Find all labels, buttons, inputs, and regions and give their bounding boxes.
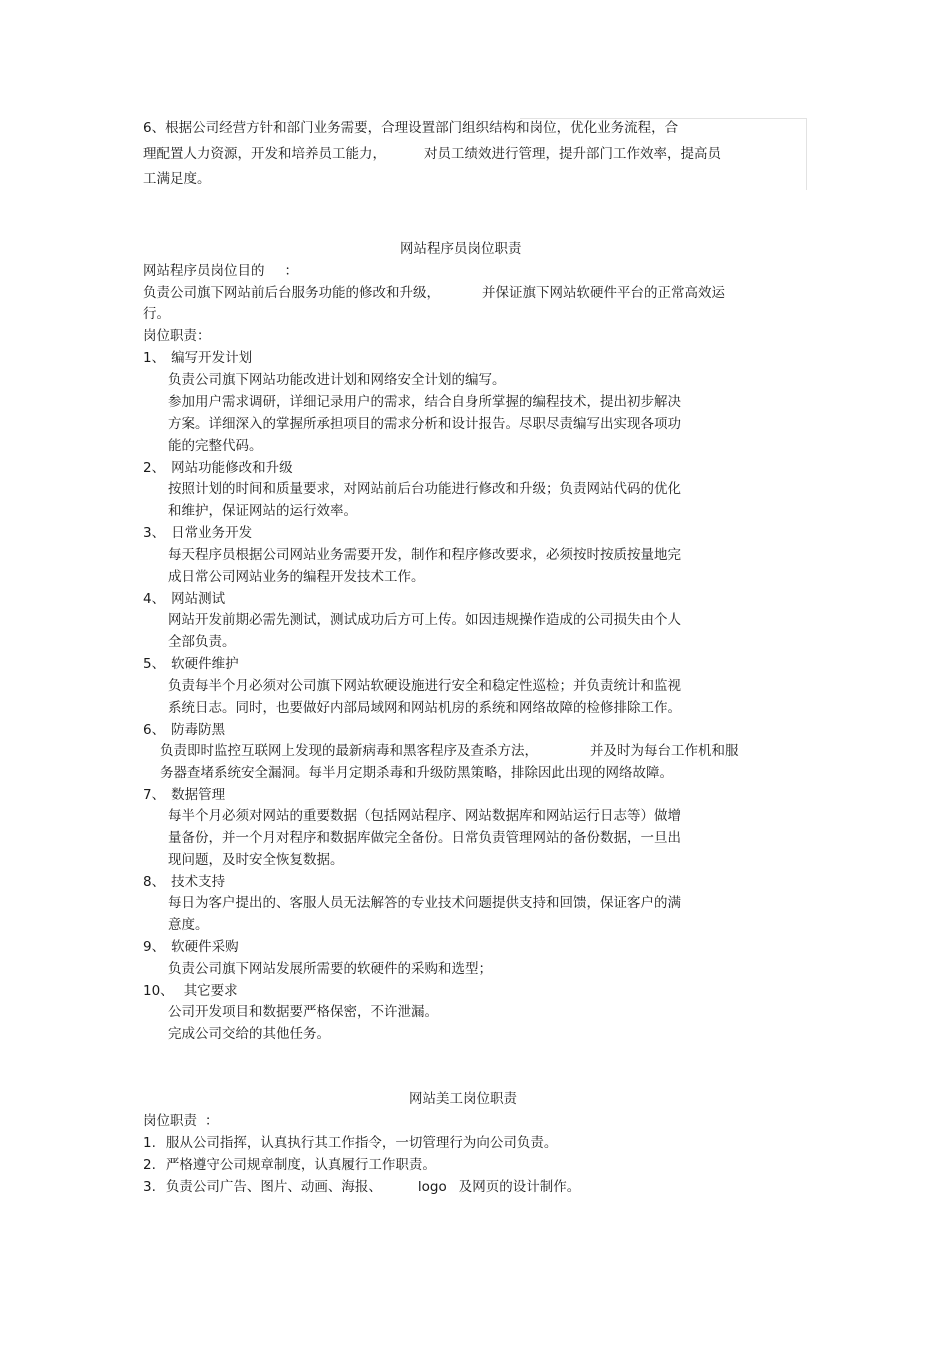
duties-label: 岗位职责： [143,328,211,344]
item-line: 全部负责。 [168,634,236,650]
frame-line-right [806,118,807,190]
item-number: 5、 [143,656,166,672]
paragraph-line: 工满足度。 [143,171,211,187]
list-item-heading [143,720,225,740]
text-fragment: 网站程序员岗位目的 [143,263,265,279]
item-line: 每日为客户提出的、客服人员无法解答的专业技术问题提供支持和回馈，保证客户的满 [168,895,681,911]
item-title: 软硬件采购 [171,939,239,955]
item-title: 数据管理 [171,787,226,803]
item-line: 成日常公司网站业务的编程开发技术工作。 [168,569,425,585]
list-item-heading [143,589,225,609]
text-fragment: 岗位职责 [143,1113,197,1129]
text-fragment: 并保证旗下网站软硬件平台的正常高效运 [482,285,725,301]
list-item [143,1133,557,1153]
list-item-heading [143,981,238,1001]
item-text: 严格遵守公司规章制度，认真履行工作职责。 [165,1157,436,1173]
item-title: 软硬件维护 [171,656,239,672]
item-title: 网站测试 [171,591,226,607]
item-line: 务器查堵系统安全漏洞。每半月定期杀毒和升级防黑策略，排除因此出现的网络故障。 [160,765,673,781]
item-line: 完成公司交给的其他任务。 [168,1026,330,1042]
item-number: 9、 [143,939,166,955]
text-fragment: 负责公司旗下网站前后台服务功能的修改和升级， [143,285,440,301]
list-item-heading [143,523,252,543]
item-line: 每半个月必须对网站的重要数据（包括网站程序、网站数据库和网站运行日志等）做增 [168,808,681,824]
duties-label [143,1111,219,1131]
item-text: 服从公司指挥，认真执行其工作指令，一切管理行为向公司负责。 [165,1135,558,1151]
item-title: 技术支持 [171,874,226,890]
item-line: 网站开发前期必需先测试，测试成功后方可上传。如因违规操作造成的公司损失由个人 [168,612,681,628]
item-line [160,741,739,761]
item-title: 其它要求 [183,983,238,999]
item-line: 负责公司旗下网站发展所需要的软硬件的采购和选型； [168,961,492,977]
list-item-heading [143,348,252,368]
text-fragment: ： [205,1113,219,1129]
goal-label [143,261,298,281]
text-fragment: 对员工绩效进行管理，提升部门工作效率，提高员 [424,146,721,162]
item-number: 10、 [143,983,174,999]
item-number: 4、 [143,591,166,607]
text-fragment: ： [284,263,298,279]
item-number: 3、 [143,525,166,541]
item-line: 公司开发项目和数据要严格保密，不许泄漏。 [168,1004,438,1020]
item-title: 防毒防黑 [171,722,226,738]
item-line: 方案。详细深入的掌握所承担项目的需求分析和设计报告。尽职尽责编写出实现各项功 [168,416,681,432]
item-line: 参加用户需求调研，详细记录用户的需求，结合自身所掌握的编程技术，提出初步解决 [168,394,681,410]
goal-line: 行。 [143,306,170,322]
list-item-heading [143,458,293,478]
list-item-heading [143,654,239,674]
list-item [143,1155,436,1175]
item-number: 7、 [143,787,166,803]
item-number: 6、 [143,722,166,738]
item-line: 量备份，并一个月对程序和数据库做完全备份。日常负责管理网站的备份数据，一旦出 [168,830,681,846]
item-line: 负责公司旗下网站功能改进计划和网络安全计划的编写。 [168,372,506,388]
item-line: 按照计划的时间和质量要求，对网站前后台功能进行修改和升级；负责网站代码的优化 [168,481,681,497]
section-title: 网站美工岗位职责 [409,1091,517,1107]
text-fragment: 理配置人力资源，开发和培养员工能力， [143,146,386,162]
text-fragment: 负责即时监控互联网上发现的最新病毒和黑客程序及查杀方法， [160,743,538,759]
item-line: 现问题，及时安全恢复数据。 [168,852,344,868]
list-item-heading [143,785,225,805]
list-item-heading [143,937,239,957]
item-line: 每天程序员根据公司网站业务需要开发，制作和程序修改要求，必须按时按质按量地完 [168,547,681,563]
section-title: 网站程序员岗位职责 [400,241,522,257]
item-line: 意度。 [168,917,209,933]
item-line: 和维护，保证网站的运行效率。 [168,503,357,519]
item-number: 8、 [143,874,166,890]
list-item [143,1177,580,1197]
paragraph-line: 6、根据公司经营方针和部门业务需要，合理设置部门组织结构和岗位，优化业务流程，合 [143,120,679,136]
item-line: 系统日志。同时，也要做好内部局域网和网站机房的系统和网络故障的检修排除工作。 [168,700,681,716]
item-number: 2、 [143,460,166,476]
item-number: 2. [143,1157,156,1173]
item-line: 负责每半个月必须对公司旗下网站软硬设施进行安全和稳定性巡检；并负责统计和监视 [168,678,681,694]
goal-line [143,283,725,303]
item-text: 及网页的设计制作。 [458,1179,581,1195]
item-number: 1、 [143,350,166,366]
text-fragment: 并及时为每台工作机和服 [590,743,739,759]
item-title: 编写开发计划 [171,350,253,366]
item-text: 负责公司广告、图片、动画、海报、 [165,1179,382,1195]
paragraph-line [143,144,721,164]
list-item-heading [143,872,225,892]
item-number: 3. [143,1179,156,1195]
item-title: 网站功能修改和升级 [171,460,293,476]
item-number: 1. [143,1135,156,1151]
item-line: 能的完整代码。 [168,438,263,454]
item-title: 日常业务开发 [171,525,253,541]
item-text: logo [417,1179,447,1195]
